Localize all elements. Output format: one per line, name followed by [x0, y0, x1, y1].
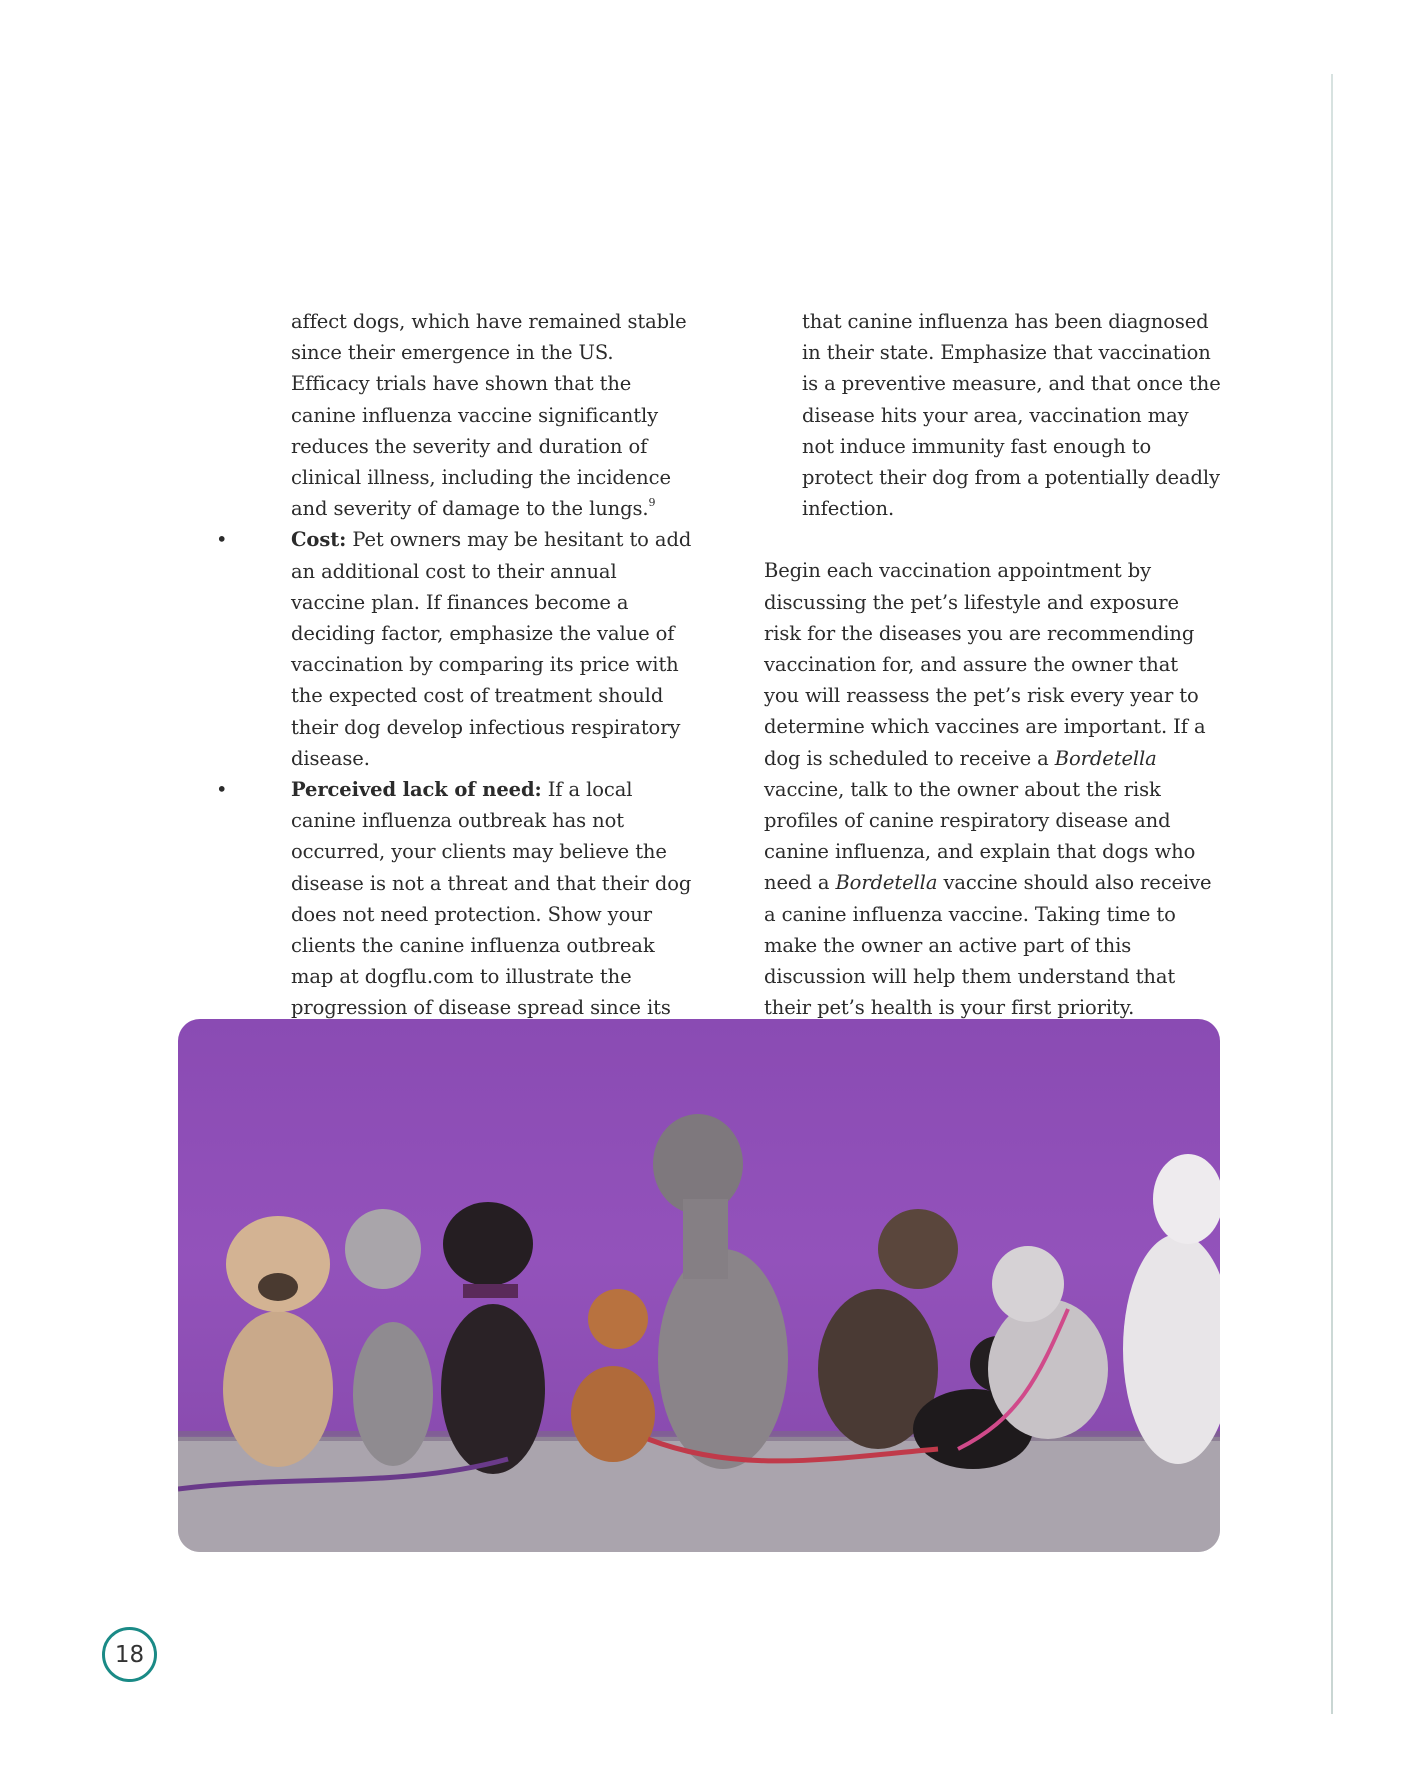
- right-column: [764, 306, 1244, 1023]
- right-continued-text: that canine influenza has been diagnosed in their state. Emphasize that vaccination is a preventive measure, and that once the disease hits your area, vaccination may not induce immunity fast enough to protect their dog from a potentially deadly infection.: [802, 310, 1221, 521]
- dog-tan: [223, 1216, 333, 1467]
- left-intro-text: affect dogs, which have remained stable since their emergence in the US. Efficacy trials have shown that the canine influenza vaccine significantly reduces the severity and duration of clinical illness, including the incidence and severity of damage to the lungs.: [291, 310, 687, 521]
- paragraph-italic: Bordetella: [1054, 746, 1157, 770]
- dog-brown-small: [571, 1289, 655, 1462]
- paragraph-text: vaccine should also receive a canine influenza vaccine. Taking time to make the owner an active part of this discussion will help them understand that their pet’s health is your first priority.: [764, 871, 1212, 1020]
- left-intro-paragraph: [253, 306, 693, 524]
- bullet-lead: Perceived lack of need:: [291, 778, 542, 802]
- right-main-paragraph: [764, 555, 1214, 1023]
- page-number: 18: [102, 1627, 157, 1682]
- bullet-dot: •: [216, 778, 228, 802]
- dog-black: [441, 1202, 545, 1474]
- footnote-ref: 9: [648, 496, 656, 510]
- dogs-photo: [178, 1019, 1220, 1552]
- paragraph-text: Begin each vaccination appointment by discussing the pet’s lifestyle and exposure risk for the diseases you are recommending vaccination for, and assure the owner that you will reassess the pet’s risk every year to determine which vaccines are important. If a dog is scheduled to receive a: [764, 559, 1206, 770]
- paragraph-text: vaccine, talk to the owner about the risk profiles of canine respiratory disease and canine influenza, and explain that dogs who need a: [764, 777, 1196, 895]
- dog-shaggy: [988, 1246, 1108, 1439]
- paragraph-italic: Bordetella: [835, 871, 938, 895]
- bullet-lead: Cost:: [291, 528, 347, 552]
- left-column: [216, 306, 693, 1086]
- bullet-text: If a local canine influenza outbreak has not occurred, your clients may believe the disease is not a threat and that their dog does not need protection. Show your clients the canine influenza outbreak map at dogflu.com to illustrate the progression of disease spread since its: [291, 778, 692, 1020]
- page-edge-line: [1331, 74, 1333, 1714]
- bullet-dot: •: [216, 528, 228, 552]
- dog-grey-small: [345, 1209, 433, 1466]
- bullet-item-cost: [216, 524, 693, 774]
- bullet-text: Pet owners may be hesitant to add an additional cost to their annual vaccine plan. If finances become a deciding factor, emphasize the value of vaccination by comparing its price with the expected cost of treatment should their dog develop infectious respiratory disease.: [291, 528, 692, 770]
- dog-husky: [1123, 1154, 1220, 1464]
- dogs-illustration: [178, 1019, 1220, 1552]
- dog-poodle: [653, 1114, 788, 1469]
